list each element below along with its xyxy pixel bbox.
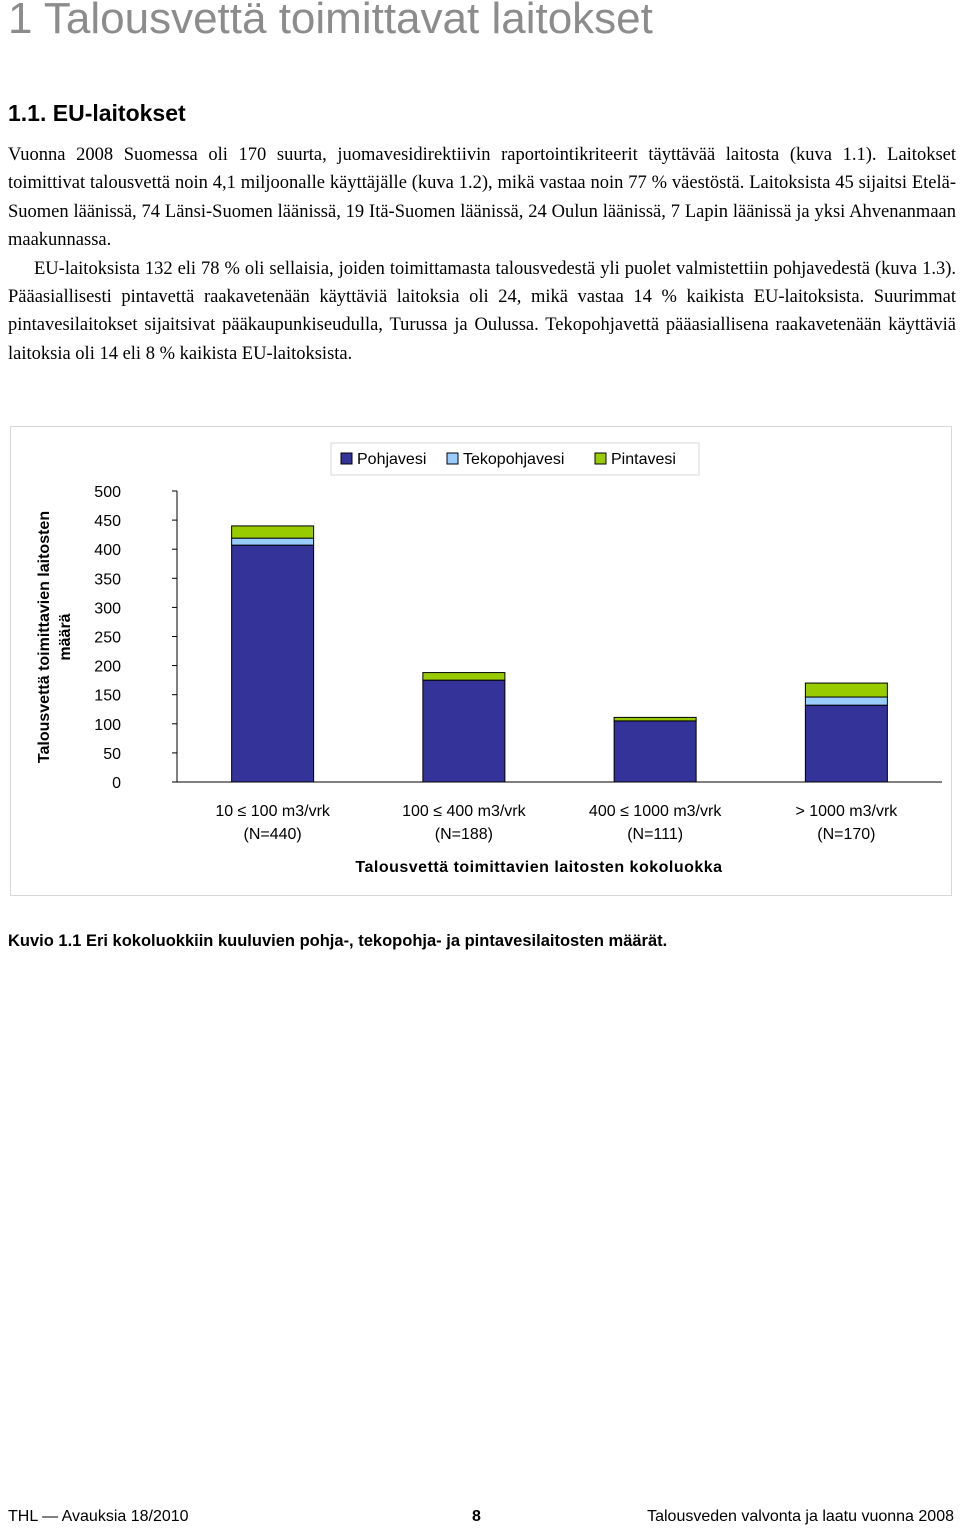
x-axis-title: Talousvettä toimittavien laitosten kokoluokka: [355, 859, 723, 876]
y-tick-label: 500: [94, 484, 121, 501]
paragraph-2: EU-laitoksista 132 eli 78 % oli sellaisia, joiden toimittamasta talousvedestä yli puolet valmistettiin pohjavedestä (kuva 1.3). Pääasiallisesti pintavettä raakavetenään käyttäviä laitoksia oli 24, mikä vastaa 14 % kaikista EU-laitoksista. Suurimmat pintavesilaitokset sijaitsivat pääkaupunkiseudulla, Turussa ja Oulussa. Tekopohjavettä pääasiallisena raakavetenään käyttäviä laitoksia oli 14 eli 8 % kaikista EU-laitoksista.: [8, 258, 956, 364]
bar-segment-tekopohjavesi: [232, 538, 314, 545]
y-tick-label: 0: [112, 775, 121, 792]
x-tick-label: 100 ≤ 400 m3/vrk: [402, 803, 526, 820]
y-tick-label: 400: [94, 542, 121, 560]
x-tick-label-n: (N=111): [627, 826, 684, 843]
y-tick-label: 200: [94, 658, 121, 676]
x-tick-label: 10 ≤ 100 m3/vrk: [215, 803, 330, 820]
legend-swatch-pohjavesi: [341, 453, 352, 464]
figure-caption: Kuvio 1.1 Eri kokoluokkiin kuuluvien pohja-, tekopohja- ja pintavesilaitosten määrät.: [8, 932, 668, 950]
bar-segment-pohjavesi: [805, 705, 887, 782]
bar-segment-pintavesi: [805, 683, 887, 697]
y-tick-label: 100: [94, 716, 121, 734]
x-tick-label: 400 ≤ 1000 m3/vrk: [588, 803, 722, 820]
y-tick-label: 450: [94, 513, 121, 531]
y-tick-label: 150: [94, 687, 121, 705]
y-tick-label: 250: [94, 629, 121, 647]
legend-swatch-tekopohjavesi: [447, 453, 458, 464]
x-tick-label-n: (N=440): [243, 826, 302, 843]
bar-segment-pintavesi: [232, 526, 314, 538]
y-axis-title: Talousvettä toimittavien laitosten määrä: [36, 510, 74, 764]
body-text: [8, 141, 956, 368]
legend-label-pintavesi: Pintavesi: [611, 451, 676, 468]
legend-label-pohjavesi: Pohjavesi: [357, 451, 427, 468]
footer-title: Talousveden valvonta ja laatu vuonna 2008: [647, 1508, 954, 1525]
bar-segment-pintavesi: [614, 717, 696, 720]
paragraph-1: Vuonna 2008 Suomessa oli 170 suurta, juomavesidirektiivin raportointikriteerit täyttävää laitosta (kuva 1.1). Laitokset toimittivat talousvettä noin 4,1 miljoonalle käyttäjälle (kuva 1.2), mikä vastaa noin 77 % väestöstä. Laitoksista 45 sijaitsi Etelä-Suomen läänissä, 74 Länsi-Suomen läänissä, 19 Itä-Suomen läänissä, 24 Oulun läänissä, 7 Lapin läänissä ja yksi Ahvenanmaan maakunnassa.: [8, 145, 956, 251]
x-tick-label: > 1000 m3/vrk: [795, 803, 898, 820]
section-heading: 1.1. EU-laitokset: [8, 100, 186, 126]
legend-label-tekopohjavesi: Tekopohjavesi: [463, 451, 565, 468]
footer-page-number: 8: [472, 1508, 481, 1525]
x-tick-label-n: (N=170): [817, 826, 876, 843]
legend-swatch-pintavesi: [595, 453, 606, 464]
bar-segment-pohjavesi: [423, 680, 505, 782]
page-heading: 1 Talousvettä toimittavat laitokset: [8, 0, 653, 43]
y-tick-label: 350: [94, 571, 121, 589]
figure-chart: [10, 426, 952, 896]
footer-publication: THL — Avauksia 18/2010: [8, 1508, 189, 1525]
bar-segment-pohjavesi: [614, 721, 696, 782]
x-tick-label-n: (N=188): [434, 826, 493, 843]
bar-segment-pintavesi: [423, 673, 505, 681]
y-tick-label: 300: [94, 600, 121, 618]
stacked-bar-chart: [11, 427, 951, 895]
bar-segment-pohjavesi: [232, 545, 314, 782]
y-tick-label: 50: [103, 745, 121, 763]
bar-segment-tekopohjavesi: [805, 697, 887, 705]
